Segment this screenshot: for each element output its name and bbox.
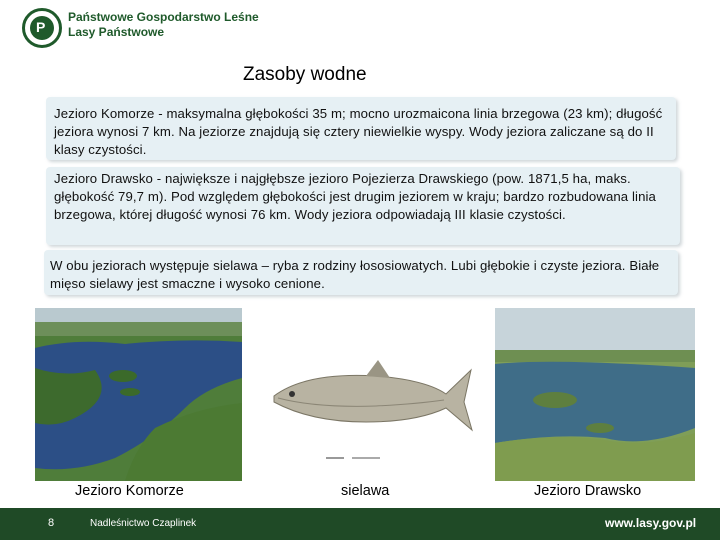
org-name-line1: Państwowe Gospodarstwo Leśne [68, 10, 259, 24]
footer-org: Nadleśnictwo Czaplinek [90, 518, 197, 529]
caption-drawsko: Jezioro Drawsko [534, 483, 642, 499]
lasy-panstwowe-logo-icon: P [22, 8, 62, 48]
slide-title: Zasoby wodne [243, 64, 367, 85]
page-number: 8 [48, 517, 55, 529]
paragraph-sielawa: W obu jeziorach występuje sielawa – ryba z rodziny łososiowatych. Lubi głębokie i czyste jeziora. Białe mięso sielawy jest smaczne i wysoko cenione. [50, 258, 660, 291]
org-name-line2: Lasy Państwowe [68, 25, 165, 39]
lake-komorze-photo [35, 308, 242, 481]
sielawa-fish-illustration [266, 350, 476, 465]
caption-komorze: Jezioro Komorze [75, 483, 184, 499]
paragraph-komorze: Jezioro Komorze - maksymalna głębokości 35 m; mocno urozmaicona linia brzegowa (23 km); długość jeziora wynosi 7 km. Na jeziorze znajdują się cztery niewielkie wyspy. Wody jeziora zaliczane są do II klasy czystości. [54, 106, 663, 157]
lake-drawsko-photo [495, 308, 695, 481]
footer-url-link[interactable]: www.lasy.gov.pl [605, 516, 697, 530]
paragraph-drawsko: Jezioro Drawsko - największe i najgłębsze jezioro Pojezierza Drawskiego (pow. 1871,5 ha, maks. głębokość 79,7 m). Pod względem głębokości jest drugim jeziorem w kraju; bardzo rozbudowana linia brzegowa, której długość wynosi 76 km. Wody jeziora odpowiadają III klasie czystości. [54, 171, 656, 222]
org-name [68, 10, 259, 40]
caption-sielawa: sielawa [341, 483, 390, 499]
